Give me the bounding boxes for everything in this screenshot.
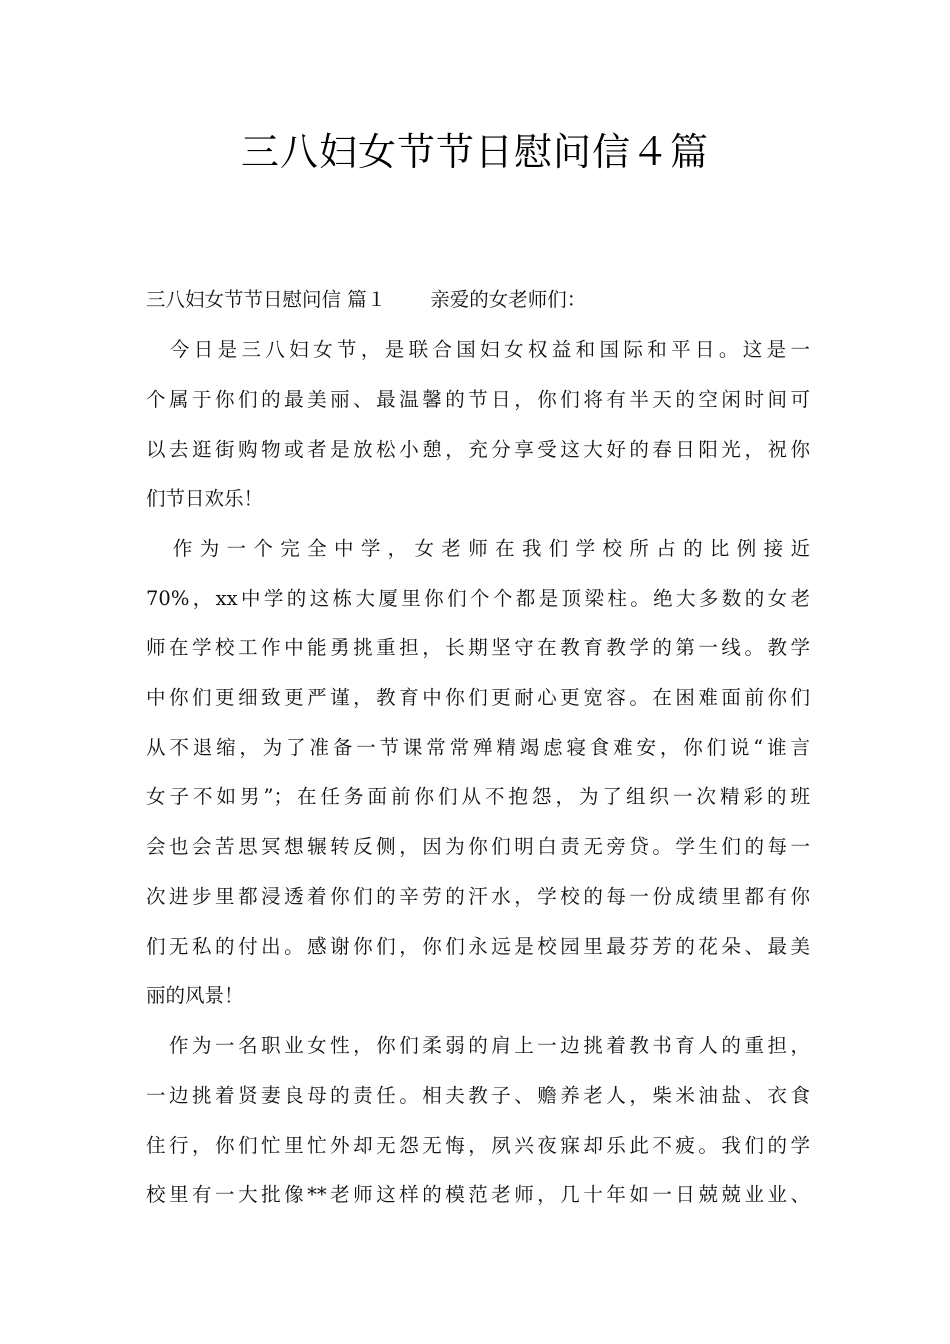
body-line: 中你们更细致更严谨，教育中你们更耐心更宽容。在困难面前你们 — [146, 686, 810, 709]
body-line: 70%，xx中学的这栋大厦里你们个个都是顶梁柱。绝大多数的女老 — [146, 587, 810, 610]
body-line: 们无私的付出。感谢你们，你们永远是校园里最芬芳的花朵、最美 — [146, 935, 810, 958]
body-line: 校里有一大批像**老师这样的模范老师，几十年如一日兢兢业业、 — [146, 1183, 810, 1206]
body-line: 一边挑着贤妻良母的责任。相夫教子、赡养老人，柴米油盐、衣食 — [146, 1084, 810, 1107]
salutation: 亲爱的女老师们： — [430, 288, 587, 311]
body-line: 师在学校工作中能勇挑重担，长期坚守在教育教学的第一线。教学 — [146, 636, 810, 659]
body-line: 丽的风景！ — [146, 984, 244, 1007]
body-line: 会也会苦思冥想辗转反侧，因为你们明白责无旁贷。学生们的每一 — [146, 835, 810, 858]
body-line: 从不退缩，为了准备一节课常常殚精竭虑寝食难安，你们说“谁言 — [146, 736, 810, 759]
body-line: 以去逛街购物或者是放松小憩，充分享受这大好的春日阳光，祝你 — [146, 438, 810, 461]
body-line: 住行，你们忙里忙外却无怨无悔，夙兴夜寐却乐此不疲。我们的学 — [146, 1134, 810, 1157]
body-line: 作为一名职业女性，你们柔弱的肩上一边挑着教书育人的重担， — [146, 1034, 810, 1057]
section-label: 三八妇女节节日慰问信 篇１ — [146, 288, 387, 311]
body-line: 个属于你们的最美丽、最温馨的节日，你们将有半天的空闲时间可 — [146, 388, 810, 411]
body-line: 作为一个完全中学，女老师在我们学校所占的比例接近 — [146, 537, 810, 560]
heading-line — [146, 286, 810, 314]
body-line: 次进步里都浸透着你们的辛劳的汗水，学校的每一份成绩里都有你 — [146, 885, 810, 908]
body-line: 们节日欢乐！ — [146, 487, 264, 510]
body-line: 女子不如男”；在任务面前你们从不抱怨，为了组织一次精彩的班 — [146, 785, 810, 808]
document-title: 三八妇女节节日慰问信４篇 — [240, 130, 709, 174]
body-line: 今日是三八妇女节，是联合国妇女权益和国际和平日。这是一 — [146, 338, 810, 361]
